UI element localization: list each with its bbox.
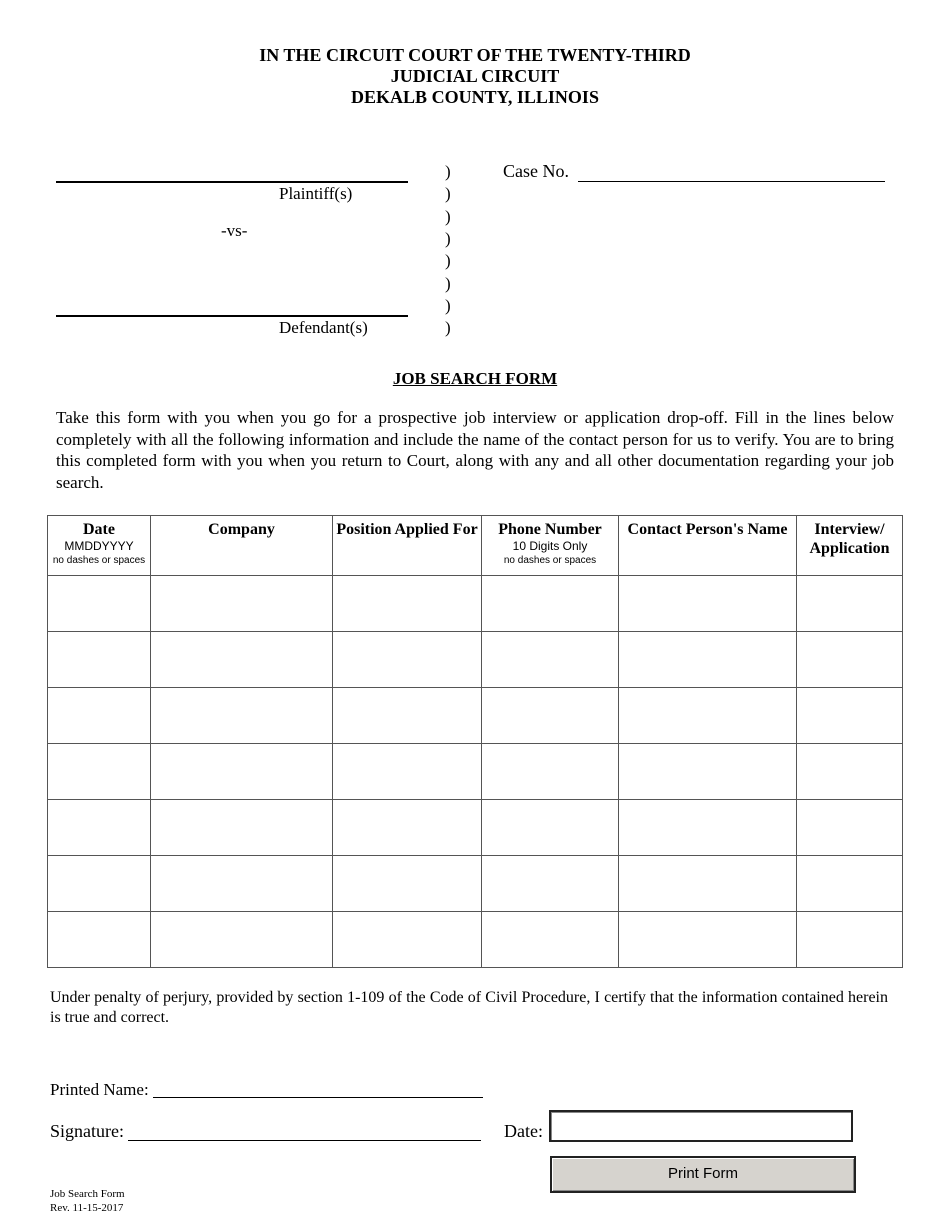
table-cell[interactable] xyxy=(482,744,619,800)
court-header xyxy=(0,45,950,108)
table-row xyxy=(48,800,903,856)
col-header-title: Phone Number xyxy=(498,521,602,538)
col-header-title: Contact Person's Name xyxy=(627,521,788,538)
signature-line[interactable] xyxy=(128,1140,481,1141)
table-cell[interactable] xyxy=(151,856,333,912)
signature-label: Signature: xyxy=(50,1121,124,1141)
table-cell[interactable] xyxy=(797,912,903,968)
table-cell[interactable] xyxy=(482,576,619,632)
table-cell[interactable] xyxy=(619,576,797,632)
certification-text: Under penalty of perjury, provided by section 1-109 of the Code of Civil Procedure, I certify that the information contained herein is true and correct. xyxy=(50,989,888,1026)
table-cell[interactable] xyxy=(619,632,797,688)
table-cell[interactable] xyxy=(482,688,619,744)
court-header-line-2: JUDICIAL CIRCUIT xyxy=(390,66,560,86)
col-header-phone xyxy=(482,516,619,576)
table-cell[interactable] xyxy=(333,856,482,912)
table-cell[interactable] xyxy=(151,744,333,800)
table-cell[interactable] xyxy=(482,856,619,912)
col-header-position xyxy=(333,516,482,576)
col-header-date xyxy=(48,516,151,576)
caption-paren: ) xyxy=(445,184,451,203)
caption-paren: ) xyxy=(445,229,451,248)
footer-form-name: Job Search Form xyxy=(50,1188,125,1200)
case-no-line[interactable] xyxy=(578,181,885,182)
table-header-row xyxy=(48,516,903,576)
table-cell[interactable] xyxy=(797,856,903,912)
caption-paren: ) xyxy=(445,251,451,270)
job-search-table xyxy=(47,515,903,968)
table-cell[interactable] xyxy=(797,744,903,800)
vs-label: -vs- xyxy=(221,221,248,240)
table-row xyxy=(48,744,903,800)
table-cell[interactable] xyxy=(151,632,333,688)
table-cell[interactable] xyxy=(48,800,151,856)
col-header-title: Interview/ Application xyxy=(809,521,890,557)
table-cell[interactable] xyxy=(619,912,797,968)
table-row xyxy=(48,912,903,968)
col-header-interview xyxy=(797,516,903,576)
col-header-hint: 10 Digits Only xyxy=(512,539,588,553)
table-cell[interactable] xyxy=(619,688,797,744)
table-row xyxy=(48,576,903,632)
table-cell[interactable] xyxy=(333,800,482,856)
footer xyxy=(50,1187,125,1215)
table-cell[interactable] xyxy=(797,800,903,856)
table-cell[interactable] xyxy=(797,688,903,744)
caption-paren: ) xyxy=(445,274,451,293)
table-cell[interactable] xyxy=(48,688,151,744)
col-header-title: Position Applied For xyxy=(336,521,478,538)
court-header-line-3: DEKALB COUNTY, ILLINOIS xyxy=(351,87,599,107)
col-header-contact xyxy=(619,516,797,576)
table-cell[interactable] xyxy=(619,856,797,912)
table-cell[interactable] xyxy=(797,576,903,632)
footer-revision: Rev. 11-15-2017 xyxy=(50,1202,124,1214)
court-header-line-1: IN THE CIRCUIT COURT OF THE TWENTY-THIRD xyxy=(259,45,691,65)
printed-name-label: Printed Name: xyxy=(50,1080,149,1099)
table-cell[interactable] xyxy=(797,632,903,688)
col-header-hint: MMDDYYYY xyxy=(64,539,134,553)
table-row xyxy=(48,856,903,912)
date-label: Date: xyxy=(504,1121,543,1141)
col-header-title: Date xyxy=(83,521,115,538)
table-cell[interactable] xyxy=(48,912,151,968)
table-cell[interactable] xyxy=(151,688,333,744)
table-cell[interactable] xyxy=(151,800,333,856)
printed-name-line[interactable] xyxy=(153,1097,483,1098)
caption-paren: ) xyxy=(445,296,451,315)
caption-paren: ) xyxy=(445,162,451,181)
table-cell[interactable] xyxy=(482,632,619,688)
form-title: JOB SEARCH FORM xyxy=(392,369,558,388)
table-cell[interactable] xyxy=(619,744,797,800)
table-cell[interactable] xyxy=(333,576,482,632)
col-header-note: no dashes or spaces xyxy=(52,555,146,566)
caption-paren: ) xyxy=(445,207,451,226)
table-cell[interactable] xyxy=(333,688,482,744)
plaintiff-label: Plaintiff(s) xyxy=(279,184,353,203)
plaintiff-line[interactable] xyxy=(56,181,408,183)
table-cell[interactable] xyxy=(48,576,151,632)
col-header-note: no dashes or spaces xyxy=(503,555,597,566)
table-cell[interactable] xyxy=(333,912,482,968)
table-row xyxy=(48,632,903,688)
defendant-label: Defendant(s) xyxy=(279,318,368,337)
case-no-label: Case No. xyxy=(503,161,569,181)
table-cell[interactable] xyxy=(48,856,151,912)
print-form-button[interactable]: Print Form xyxy=(550,1156,856,1193)
table-cell[interactable] xyxy=(333,632,482,688)
table-cell[interactable] xyxy=(151,576,333,632)
table-cell[interactable] xyxy=(482,800,619,856)
col-header-title: Company xyxy=(208,521,275,538)
table-cell[interactable] xyxy=(333,744,482,800)
instructions-paragraph: Take this form with you when you go for a prospective job interview or application drop-off. Fill in the lines below completely with all the following information and include the name of the contact person for us to verify. You are to bring this completed form with you when you return to Court, along with any and all other documentation regarding your job search. xyxy=(56,408,894,492)
defendant-line[interactable] xyxy=(56,315,408,317)
table-cell[interactable] xyxy=(48,632,151,688)
col-header-company xyxy=(151,516,333,576)
caption-paren: ) xyxy=(445,318,451,337)
date-input[interactable] xyxy=(549,1110,853,1142)
table-cell[interactable] xyxy=(48,744,151,800)
table-cell[interactable] xyxy=(619,800,797,856)
table-row xyxy=(48,688,903,744)
table-cell[interactable] xyxy=(482,912,619,968)
table-cell[interactable] xyxy=(151,912,333,968)
